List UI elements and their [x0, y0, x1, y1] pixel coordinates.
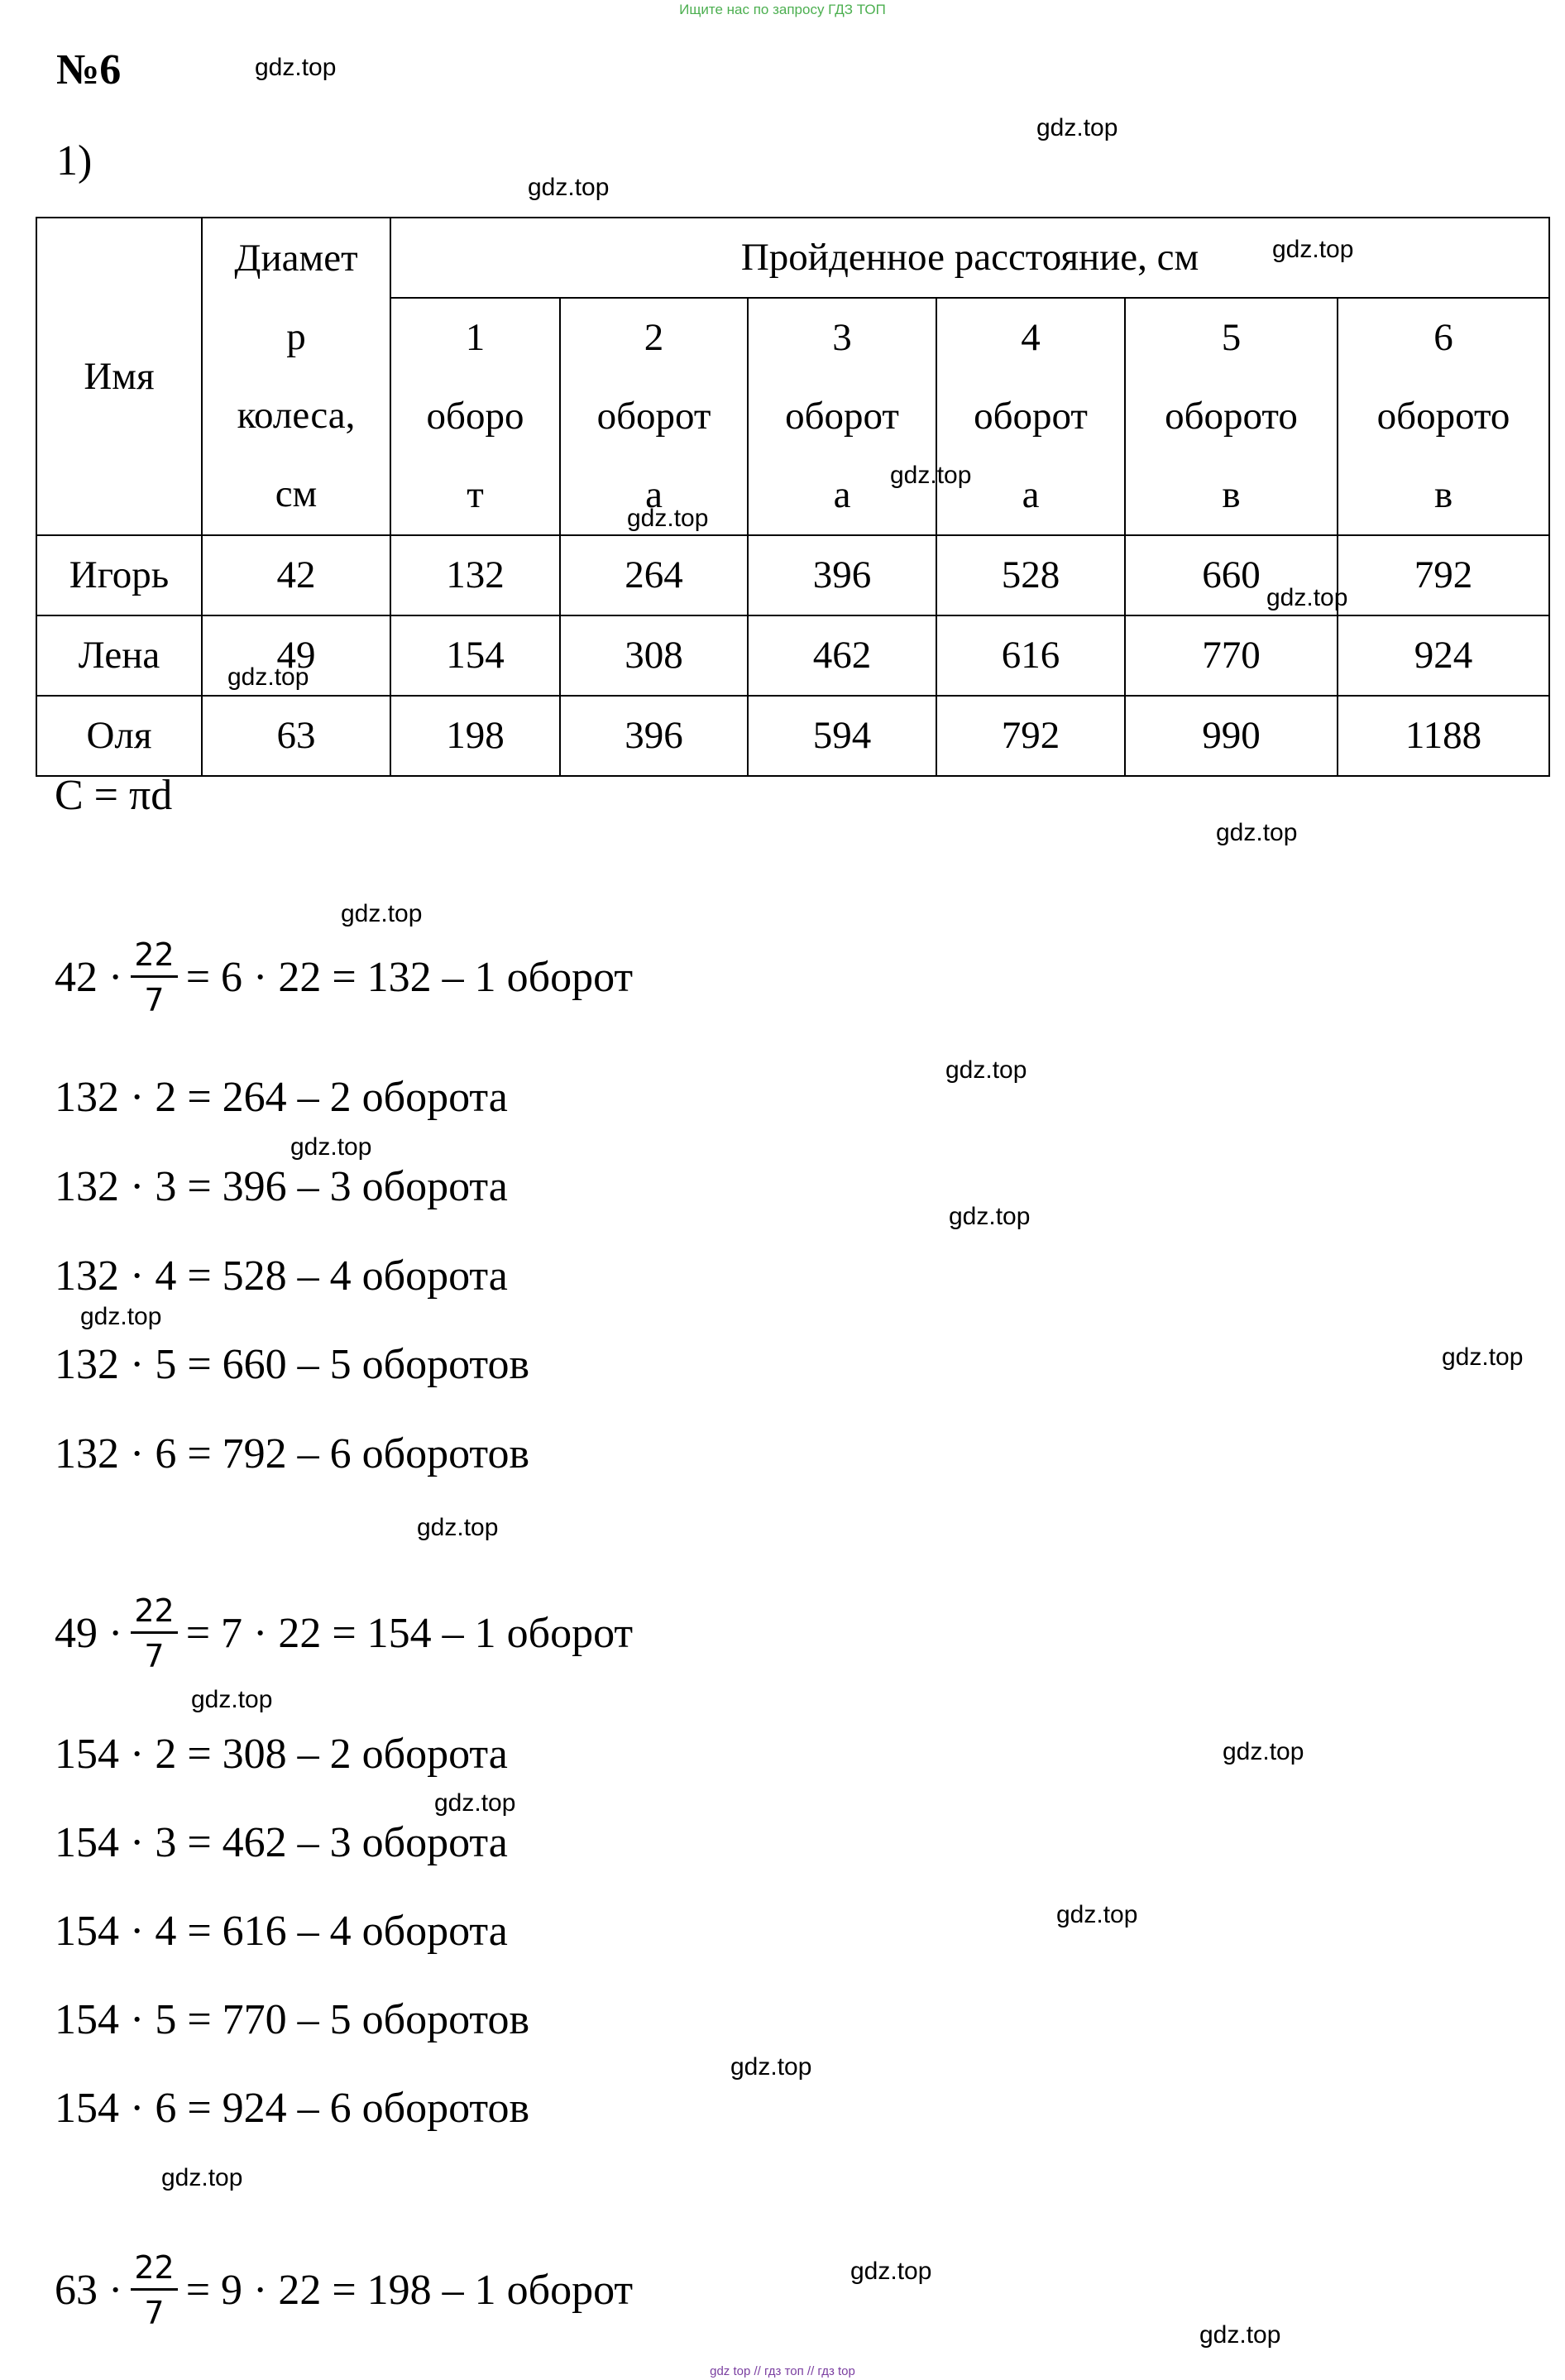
watermark: gdz.top — [730, 2053, 812, 2081]
calc-line: 132 · 3 = 396 – 3 оборота — [55, 1163, 508, 1210]
formula: C = πd — [55, 772, 173, 819]
cell-diameter: 63 — [202, 696, 390, 776]
watermark: gdz.top — [1199, 2321, 1281, 2349]
header-turn-1: 1 оборо т — [390, 298, 560, 535]
calc-line: 132 · 6 = 792 – 6 оборотов — [55, 1430, 530, 1477]
cell-value: 528 — [936, 535, 1125, 615]
header-turn-3: 3 оборот а — [748, 298, 936, 535]
calc-line: 154 · 2 = 308 – 2 оборота — [55, 1731, 508, 1778]
cell-value: 462 — [748, 615, 936, 696]
calc-line: 154 · 3 = 462 – 3 оборота — [55, 1819, 508, 1866]
watermark: gdz.top — [227, 663, 309, 691]
cell-value: 396 — [560, 696, 748, 776]
cell-value: 1188 — [1338, 696, 1549, 776]
part-label: 1) — [56, 137, 93, 184]
cell-value: 792 — [1338, 535, 1549, 615]
watermark: gdz.top — [1442, 1343, 1524, 1371]
calc-line-lead: 42 · $\frac{22}{7}$ = 6 · 22 = 132 – 1 оборот — [55, 936, 634, 1018]
header-turn-5: 5 оборото в — [1125, 298, 1338, 535]
watermark: gdz.top — [341, 900, 423, 927]
cell-value: 154 — [390, 615, 560, 696]
watermark: gdz.top — [1266, 584, 1348, 611]
calc-line: 132 · 4 = 528 – 4 оборота — [55, 1252, 508, 1300]
cell-diameter: 42 — [202, 535, 390, 615]
watermark: gdz.top — [850, 2258, 932, 2285]
distance-table — [36, 217, 1550, 777]
watermark: gdz.top — [255, 54, 337, 81]
watermark: gdz.top — [1223, 1738, 1304, 1765]
watermark: gdz.top — [290, 1133, 372, 1161]
cell-value: 594 — [748, 696, 936, 776]
cell-value: 308 — [560, 615, 748, 696]
cell-value: 616 — [936, 615, 1125, 696]
cell-value: 264 — [560, 535, 748, 615]
cell-value: 132 — [390, 535, 560, 615]
header-turn-2: 2 оборот а — [560, 298, 748, 535]
watermark: gdz.top — [191, 1686, 273, 1713]
cell-name: Оля — [36, 696, 202, 776]
calc-line: 132 · 2 = 264 – 2 оборота — [55, 1074, 508, 1121]
cell-value: 198 — [390, 696, 560, 776]
fraction: $\frac{22}{7}$ — [131, 1595, 177, 1672]
header-turn-6: 6 оборото в — [1338, 298, 1549, 535]
calc-line: 154 · 6 = 924 – 6 оборотов — [55, 2085, 530, 2132]
cell-name: Лена — [36, 615, 202, 696]
watermark: gdz.top — [161, 2164, 243, 2191]
task-number: №6 — [56, 46, 122, 93]
fraction: $\frac{22}{7}$ — [131, 2252, 177, 2329]
top-banner: Ищите нас по запросу ГДЗ ТОП — [679, 2, 886, 17]
calc-line-lead: 49 · $\frac{22}{7}$ = 7 · 22 = 154 – 1 оборот — [55, 1592, 634, 1674]
cell-value: 770 — [1125, 615, 1338, 696]
calc-line-lead: 63 · $\frac{22}{7}$ = 9 · 22 = 198 – 1 оборот — [55, 2249, 634, 2331]
header-turn-4: 4 оборот а — [936, 298, 1125, 535]
calc-line: 132 · 5 = 660 – 5 оборотов — [55, 1341, 530, 1388]
watermark: gdz.top — [80, 1303, 162, 1330]
watermark: gdz.top — [1036, 114, 1118, 141]
footer-links: gdz top // гдз топ // гдз top — [710, 2364, 855, 2378]
cell-value: 660 — [1125, 535, 1338, 615]
watermark: gdz.top — [1056, 1901, 1138, 1928]
table-row — [36, 696, 1549, 776]
cell-value: 792 — [936, 696, 1125, 776]
watermark: gdz.top — [528, 174, 610, 201]
calc-line: 154 · 5 = 770 – 5 оборотов — [55, 1996, 530, 2043]
cell-value: 924 — [1338, 615, 1549, 696]
header-diameter: Диамет р колеса, см — [202, 218, 390, 535]
cell-diameter: 49 — [202, 615, 390, 696]
calc-line: 154 · 4 = 616 – 4 оборота — [55, 1908, 508, 1955]
watermark: gdz.top — [949, 1203, 1031, 1230]
header-distance: Пройденное расстояние, см — [390, 218, 1549, 298]
cell-value: 396 — [748, 535, 936, 615]
watermark: gdz.top — [434, 1789, 516, 1817]
watermark: gdz.top — [890, 462, 972, 489]
cell-value: 990 — [1125, 696, 1338, 776]
watermark: gdz.top — [945, 1056, 1027, 1084]
watermark: gdz.top — [1272, 236, 1354, 263]
watermark: gdz.top — [627, 505, 709, 532]
header-name: Имя — [36, 218, 202, 535]
cell-name: Игорь — [36, 535, 202, 615]
fraction: $\frac{22}{7}$ — [131, 939, 177, 1016]
watermark: gdz.top — [1216, 819, 1298, 846]
watermark: gdz.top — [417, 1514, 499, 1541]
